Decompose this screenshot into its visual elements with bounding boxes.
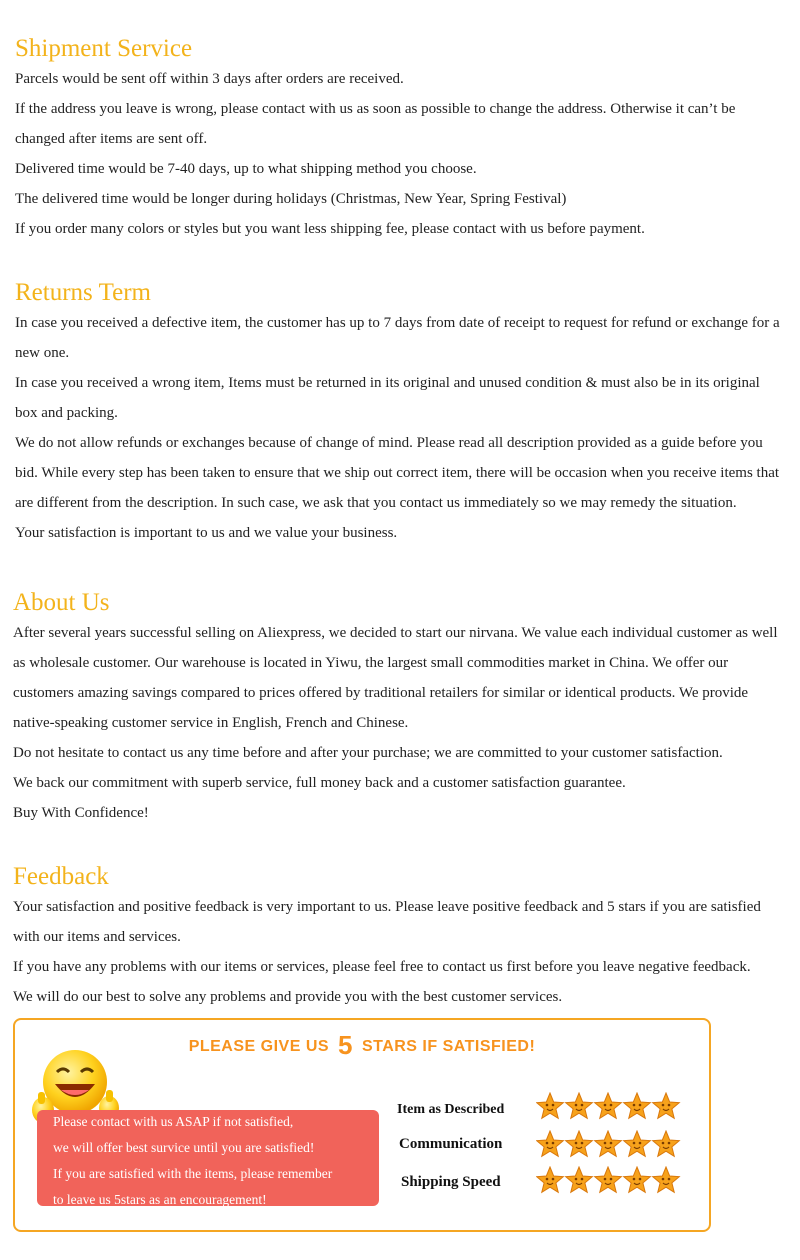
banner-title-number: 5 xyxy=(338,1030,353,1060)
star-icon xyxy=(566,1131,593,1156)
section-heading-feedback: Feedback xyxy=(13,863,109,890)
star-eye xyxy=(546,1178,549,1181)
star-eye xyxy=(546,1142,549,1145)
rating-label-communication: Communication xyxy=(399,1136,503,1152)
star-icon xyxy=(537,1093,564,1118)
paragraph: We back our commitment with superb service, full money back and a customer satisfaction guarantee. xyxy=(13,775,626,791)
star-icon xyxy=(595,1167,622,1192)
paragraph: In case you received a defective item, the customer has up to 7 days from date of receipt to request for refund or exchange for a new one. xyxy=(15,315,780,361)
star-eye xyxy=(633,1142,636,1145)
paragraph: Your satisfaction and positive feedback is very important to us. Please leave positive feedback and 5 stars if you are satisfied with our items and services. xyxy=(13,899,761,945)
star-eye xyxy=(604,1142,607,1145)
note-line: Please contact with us ASAP if not satisfied, xyxy=(53,1114,294,1129)
star-icon xyxy=(653,1093,680,1118)
paragraph: After several years successful selling on Aliexpress, we decided to start our nirvana. We value each individual customer as well as wholesale customer. Our warehouse is located in Yiwu, the largest small commodities market in China. We offer our customers amazing savings compared to prices offered by traditional retailers for similar or identical products. We provide native-speaking customer service in English, French and Chinese. xyxy=(13,625,778,731)
star-icon xyxy=(537,1131,564,1156)
note-line: we will offer best survice until you are satisfied! xyxy=(53,1140,315,1155)
paragraph: If you order many colors or styles but you want less shipping fee, please contact with us before payment. xyxy=(15,221,645,237)
star-eye xyxy=(604,1178,607,1181)
star-icon xyxy=(537,1167,564,1192)
star-eye xyxy=(552,1142,555,1145)
paragraph: If you have any problems with our items or services, please feel free to contact us first before you leave negative feedback. xyxy=(13,959,751,975)
star-eye xyxy=(662,1142,665,1145)
rating-label-item-described: Item as Described xyxy=(397,1102,505,1117)
star-eye xyxy=(610,1104,613,1107)
paragraph: In case you received a wrong item, Items must be returned in its original and unused condition & must also be in its original box and packing. xyxy=(15,375,760,421)
banner-title-pre: PLEASE GIVE US xyxy=(188,1038,330,1055)
star-icon xyxy=(595,1131,622,1156)
section-heading-returns: Returns Term xyxy=(15,279,151,306)
star-eye xyxy=(581,1142,584,1145)
about-section xyxy=(13,588,800,828)
star-eye xyxy=(668,1104,671,1107)
note-line: If you are satisfied with the items, please remember xyxy=(53,1166,333,1181)
star-icon xyxy=(653,1167,680,1192)
star-eye xyxy=(668,1178,671,1181)
paragraph: Your satisfaction is important to us and we value your business. xyxy=(15,525,398,541)
star-rating-item-described xyxy=(536,1092,686,1122)
rating-label-shipping-speed: Shipping Speed xyxy=(401,1174,501,1190)
paragraph: Parcels would be sent off within 3 days after orders are received. xyxy=(15,71,404,87)
star-eye xyxy=(662,1178,665,1181)
section-heading-about: About Us xyxy=(13,589,110,616)
star-icon xyxy=(624,1131,651,1156)
star-eye xyxy=(633,1104,636,1107)
shipment-section xyxy=(15,34,800,244)
star-rating-communication xyxy=(536,1130,686,1160)
star-icon xyxy=(624,1093,651,1118)
star-icon xyxy=(566,1093,593,1118)
star-eye xyxy=(552,1178,555,1181)
star-eye xyxy=(662,1104,665,1107)
star-icon xyxy=(624,1167,651,1192)
star-eye xyxy=(581,1104,584,1107)
star-eye xyxy=(633,1178,636,1181)
paragraph: The delivered time would be longer during holidays (Christmas, New Year, Spring Festival) xyxy=(15,191,567,207)
section-heading-shipment: Shipment Service xyxy=(15,35,193,62)
note-line: to leave us 5stars as an encouragement! xyxy=(53,1192,267,1207)
star-eye xyxy=(639,1178,642,1181)
note-box xyxy=(37,1110,379,1206)
returns-section xyxy=(15,278,800,548)
feedback-section xyxy=(13,862,800,1012)
paragraph: If the address you leave is wrong, please contact with us as soon as possible to change the address. Otherwise it can’t be changed after items are sent off. xyxy=(15,101,736,147)
star-rating-shipping-speed xyxy=(536,1166,686,1196)
star-eye xyxy=(610,1178,613,1181)
star-eye xyxy=(552,1104,555,1107)
paragraph: Buy With Confidence! xyxy=(13,805,149,821)
star-eye xyxy=(581,1178,584,1181)
paragraph: We will do our best to solve any problems and provide you with the best customer services. xyxy=(13,989,563,1005)
star-icon xyxy=(595,1093,622,1118)
star-eye xyxy=(604,1104,607,1107)
paragraph: We do not allow refunds or exchanges because of change of mind. Please read all description provided as a guide before you bid. While every step has been taken to ensure that we ship out correct item, there will be occasion when you receive items that are different from the description. In such case, we ask that you contact us immediately so we may remedy the situation. xyxy=(15,435,780,511)
star-eye xyxy=(575,1104,578,1107)
banner-title-post: STARS IF SATISFIED! xyxy=(361,1038,536,1055)
star-eye xyxy=(668,1142,671,1145)
star-eye xyxy=(610,1142,613,1145)
star-eye xyxy=(639,1104,642,1107)
star-icon xyxy=(566,1167,593,1192)
star-eye xyxy=(575,1178,578,1181)
star-eye xyxy=(546,1104,549,1107)
feedback-banner xyxy=(13,1018,711,1232)
paragraph: Delivered time would be 7-40 days, up to what shipping method you choose. xyxy=(15,161,477,177)
paragraph: Do not hesitate to contact us any time before and after your purchase; we are committed to your customer satisfaction. xyxy=(13,745,723,761)
star-eye xyxy=(639,1142,642,1145)
star-icon xyxy=(653,1131,680,1156)
star-eye xyxy=(575,1142,578,1145)
